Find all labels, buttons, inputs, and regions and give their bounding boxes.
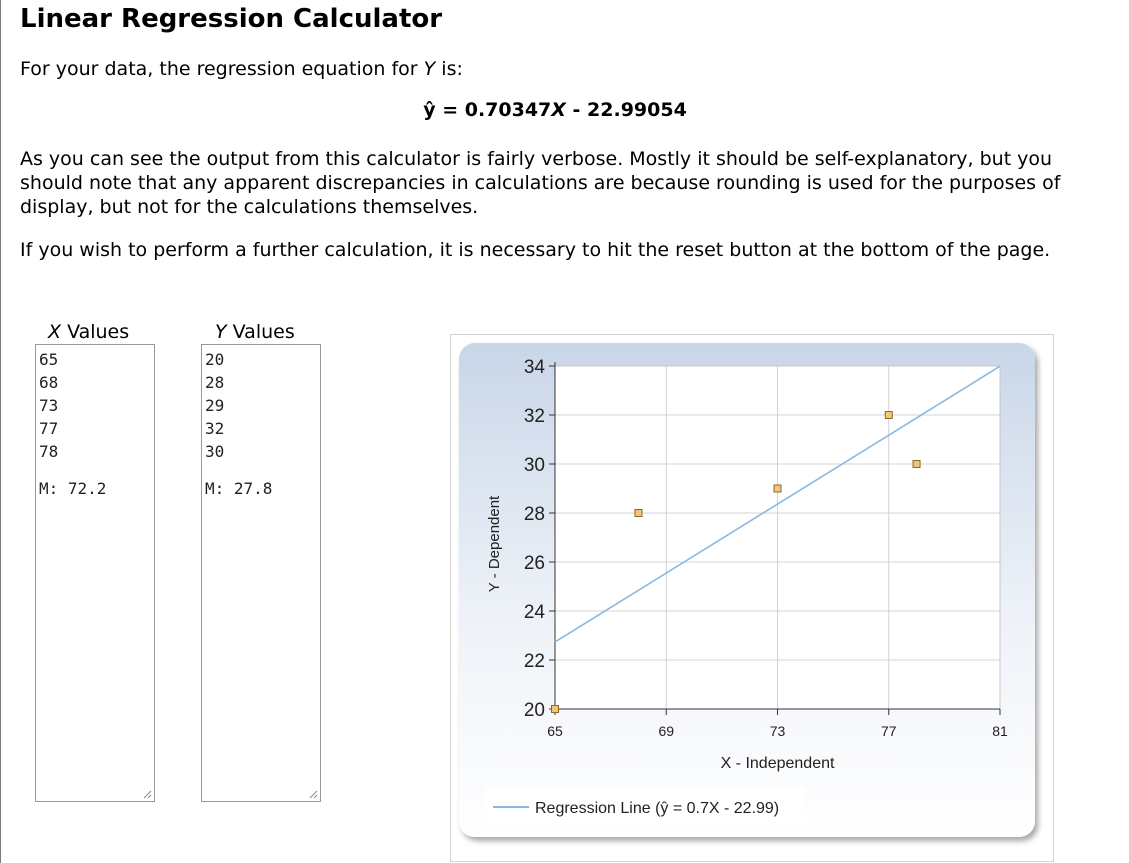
reset-note-paragraph: If you wish to perform a further calculation, it is necessary to hit the reset button at the bottom of the page. <box>20 239 1051 261</box>
x-label-var: X <box>48 321 62 343</box>
x-tick-label: 81 <box>992 723 1008 739</box>
page-title: Linear Regression Calculator <box>20 4 443 34</box>
y-tick-label: 28 <box>523 504 545 525</box>
x-value: 73 <box>39 396 59 415</box>
y-value: 30 <box>205 442 225 461</box>
y-values-textarea[interactable] <box>201 344 321 802</box>
resize-grip-icon[interactable] <box>142 789 152 799</box>
data-point <box>552 706 559 713</box>
x-tick-label: 69 <box>658 723 675 739</box>
y-value: 32 <box>205 419 225 438</box>
intro-prefix: For your data, the regression equation for <box>20 58 424 80</box>
equation-prefix: ŷ = 0.70347 <box>423 99 552 121</box>
y-tick-label: 22 <box>523 651 545 672</box>
x-value: 78 <box>39 442 59 461</box>
x-tick-label: 77 <box>880 723 897 739</box>
x-mean: M: 72.2 <box>39 479 107 498</box>
x-tick-label: 65 <box>547 723 563 739</box>
legend-label: Regression Line (ŷ = 0.7X - 22.99) <box>535 800 780 817</box>
x-value: 77 <box>39 419 59 438</box>
y-label-text: Values <box>226 321 295 343</box>
y-tick-label: 34 <box>523 357 545 378</box>
x-value: 68 <box>39 373 59 392</box>
y-tick-label: 30 <box>523 455 545 476</box>
data-point <box>885 412 892 419</box>
y-tick-label: 32 <box>523 406 545 427</box>
y-tick-label: 20 <box>523 700 545 721</box>
y-label-var: Y <box>215 321 227 343</box>
intro-suffix: is: <box>435 58 463 80</box>
x-tick-label: 73 <box>769 723 786 739</box>
resize-grip-icon[interactable] <box>308 789 318 799</box>
y-value: 29 <box>205 396 225 415</box>
x-value: 65 <box>39 350 59 369</box>
equation-variable: X <box>551 99 566 121</box>
intro-text <box>20 57 463 81</box>
x-values-label <box>48 321 129 343</box>
chart-svg <box>451 335 1053 861</box>
equation-suffix: - 22.99054 <box>565 99 687 121</box>
x-values-textarea[interactable] <box>35 344 155 802</box>
x-axis-label: X - Independent <box>720 755 835 772</box>
data-point <box>913 461 920 468</box>
intro-variable: Y <box>423 58 436 80</box>
y-values-label <box>215 321 295 343</box>
regression-equation <box>1 99 1109 121</box>
data-point <box>774 485 781 492</box>
regression-chart <box>450 334 1054 862</box>
x-label-text: Values <box>61 321 130 343</box>
y-value: 20 <box>205 350 225 369</box>
data-point <box>635 510 642 517</box>
verbose-note-paragraph: As you can see the output from this calculator is fairly verbose. Mostly it should be self-explanatory, but you should note that any apparent discrepancies in calculations are because rounding is used for the purposes of display, but not for the calculations themselves. <box>20 148 1061 218</box>
y-tick-label: 24 <box>523 602 545 623</box>
y-value: 28 <box>205 373 225 392</box>
y-mean: M: 27.8 <box>205 479 273 498</box>
y-axis-label: Y - Dependent <box>486 495 503 593</box>
y-tick-label: 26 <box>523 553 545 574</box>
